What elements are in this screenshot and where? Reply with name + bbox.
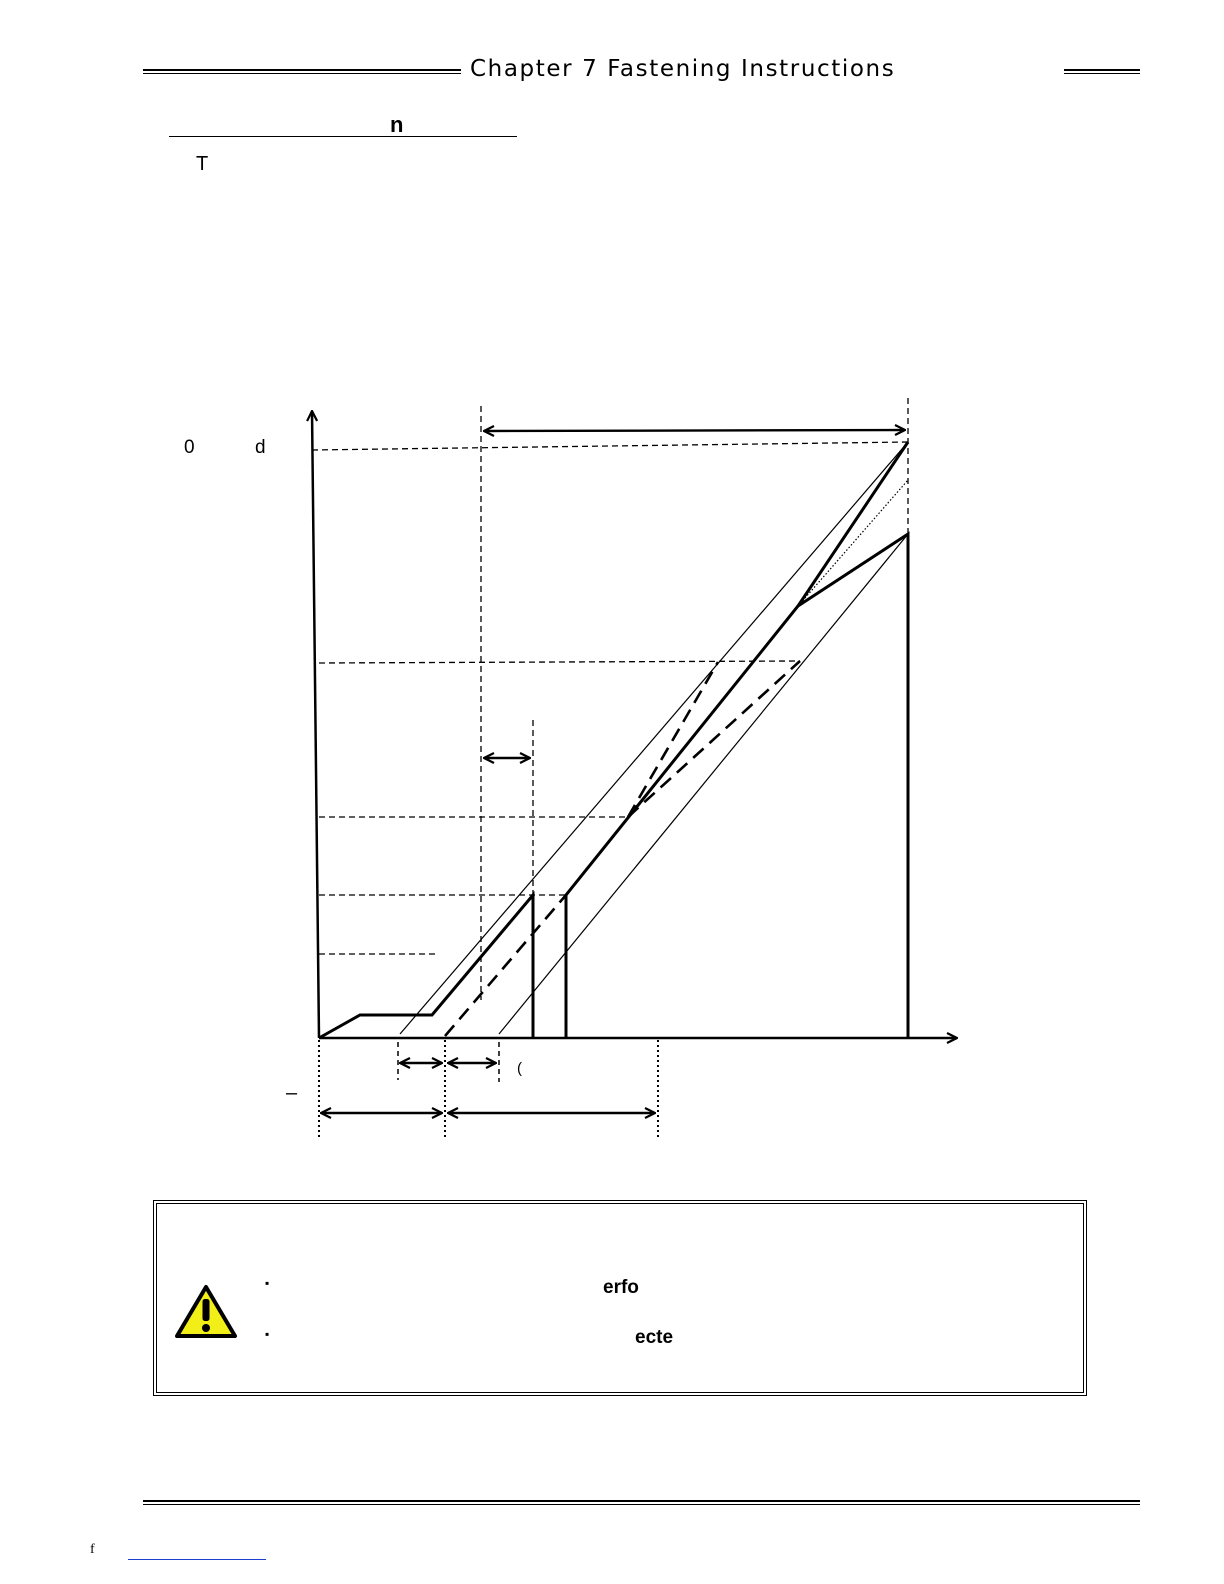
warning-bullet-1: ▪ — [265, 1276, 270, 1290]
dotted-markers — [319, 1040, 658, 1138]
axes — [312, 411, 957, 1038]
footer-link[interactable] — [128, 1559, 266, 1560]
vertical-reference-lines — [481, 398, 908, 1000]
main-profile — [319, 442, 908, 1038]
body-text-fragment: T — [196, 153, 209, 175]
footer-rule — [143, 1500, 1140, 1505]
dashed-profile — [445, 661, 800, 1036]
envelope-lines — [400, 442, 908, 1034]
x-axis-label-fragment: ( — [517, 1060, 522, 1077]
y-axis-label-fragment-1: 0 — [184, 437, 195, 458]
section-heading: n — [390, 112, 404, 137]
footer-fragment: f — [90, 1542, 95, 1557]
warning-bullet-2: ▪ — [265, 1327, 270, 1341]
horizontal-reference-lines — [312, 442, 908, 954]
top-span-arrow — [484, 430, 905, 431]
warning-triangle-icon — [173, 1283, 239, 1341]
y-axis — [312, 411, 319, 1038]
warning-text-1-fragment: erfo — [603, 1277, 639, 1298]
left-dash-fragment: – — [286, 1082, 298, 1104]
dimension-arrows — [321, 430, 905, 1113]
warning-text-2-fragment: ecte — [635, 1327, 674, 1348]
y-axis-label-fragment-2: d — [255, 437, 266, 458]
chapter-title: Chapter 7 Fastening Instructions — [470, 56, 896, 82]
